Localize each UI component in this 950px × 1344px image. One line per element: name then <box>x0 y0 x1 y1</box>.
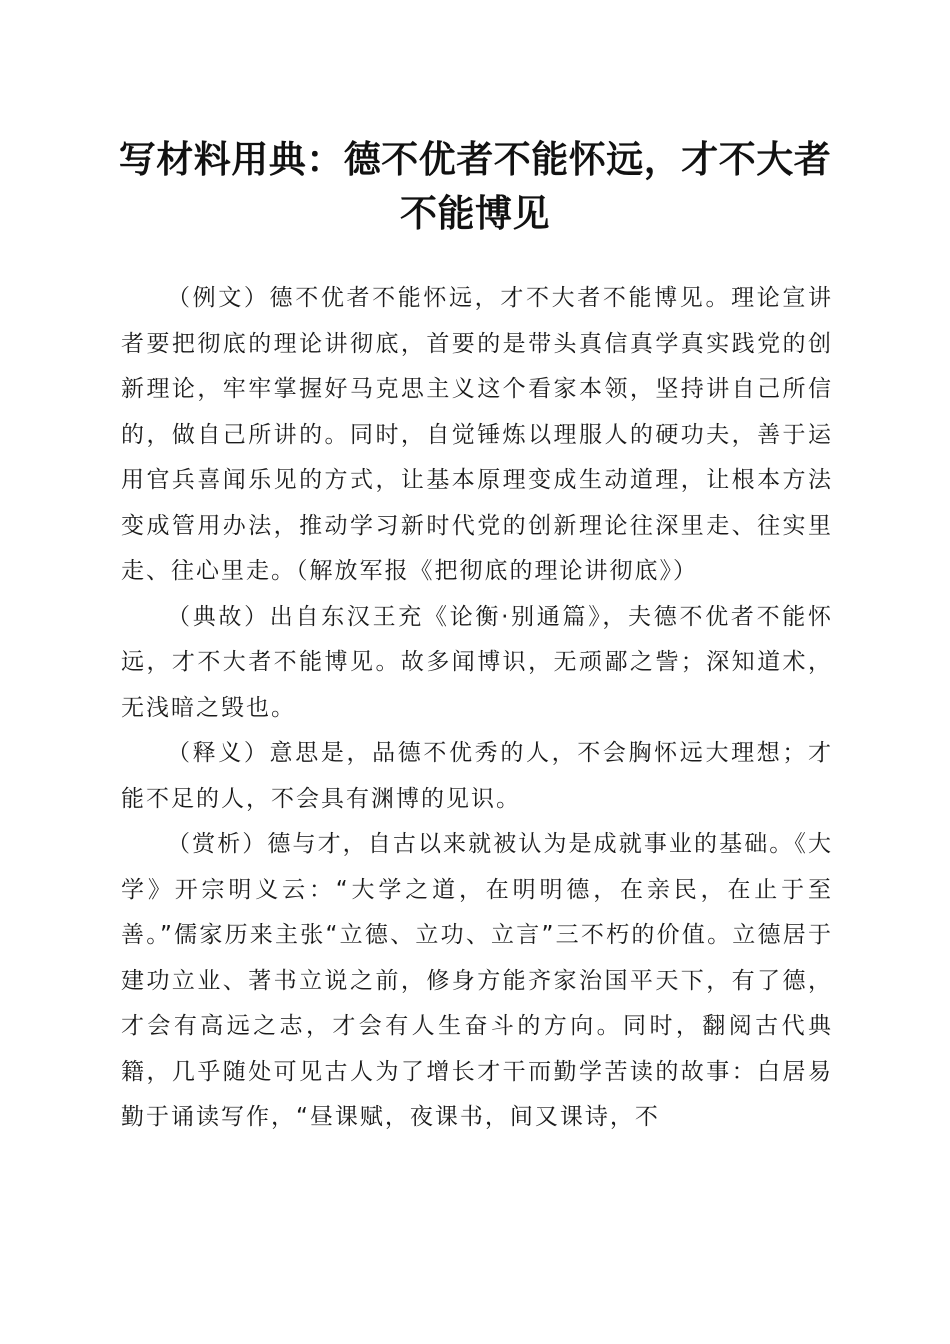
document-title: 写材料用典：德不优者不能怀远，才不大者不能博见 <box>118 137 832 235</box>
paragraph-appreciation: （赏析）德与才，自古以来就被认为是成就事业的基础。《大学》开宗明义云：“大学之道，在明明德，在亲民，在止于至善。”儒家历来主张“立德、立功、立言”三不朽的价值。立德居于建功立业、著书立说之前，修身方能齐家治国平天下，有了德，才会有高远之志，才会有人生奋斗的方向。同时，翻阅古代典籍，几乎随处可见古人为了增长才干而勤学苦读的故事：白居易勤于诵读写作，“昼课赋，夜课书，间又课诗，不 <box>121 831 833 1130</box>
paragraph-example: （例文）德不优者不能怀远，才不大者不能博见。理论宣讲者要把彻底的理论讲彻底，首要的是带头真信真学真实践党的创新理论，牢牢掌握好马克思主义这个看家本领，坚持讲自己所信的，做自己所讲的。同时，自觉锤炼以理服人的硬功夫，善于运用官兵喜闻乐见的方式，让基本原理变成生动道理，让根本方法变成管用办法，推动学习新时代党的创新理论往深里走、往实里走、往心里走。（解放军报《把彻底的理论讲彻底》） <box>121 285 833 584</box>
paragraph-interpretation: （释义）意思是，品德不优秀的人，不会胸怀远大理想；才能不足的人，不会具有渊博的见识。 <box>121 740 833 812</box>
document-body <box>121 276 833 1141</box>
paragraph-allusion: （典故）出自东汉王充《论衡·别通篇》，夫德不优者不能怀远，才不大者不能博见。故多闻博识，无顽鄙之訾；深知道术，无浅暗之毁也。 <box>121 603 833 721</box>
